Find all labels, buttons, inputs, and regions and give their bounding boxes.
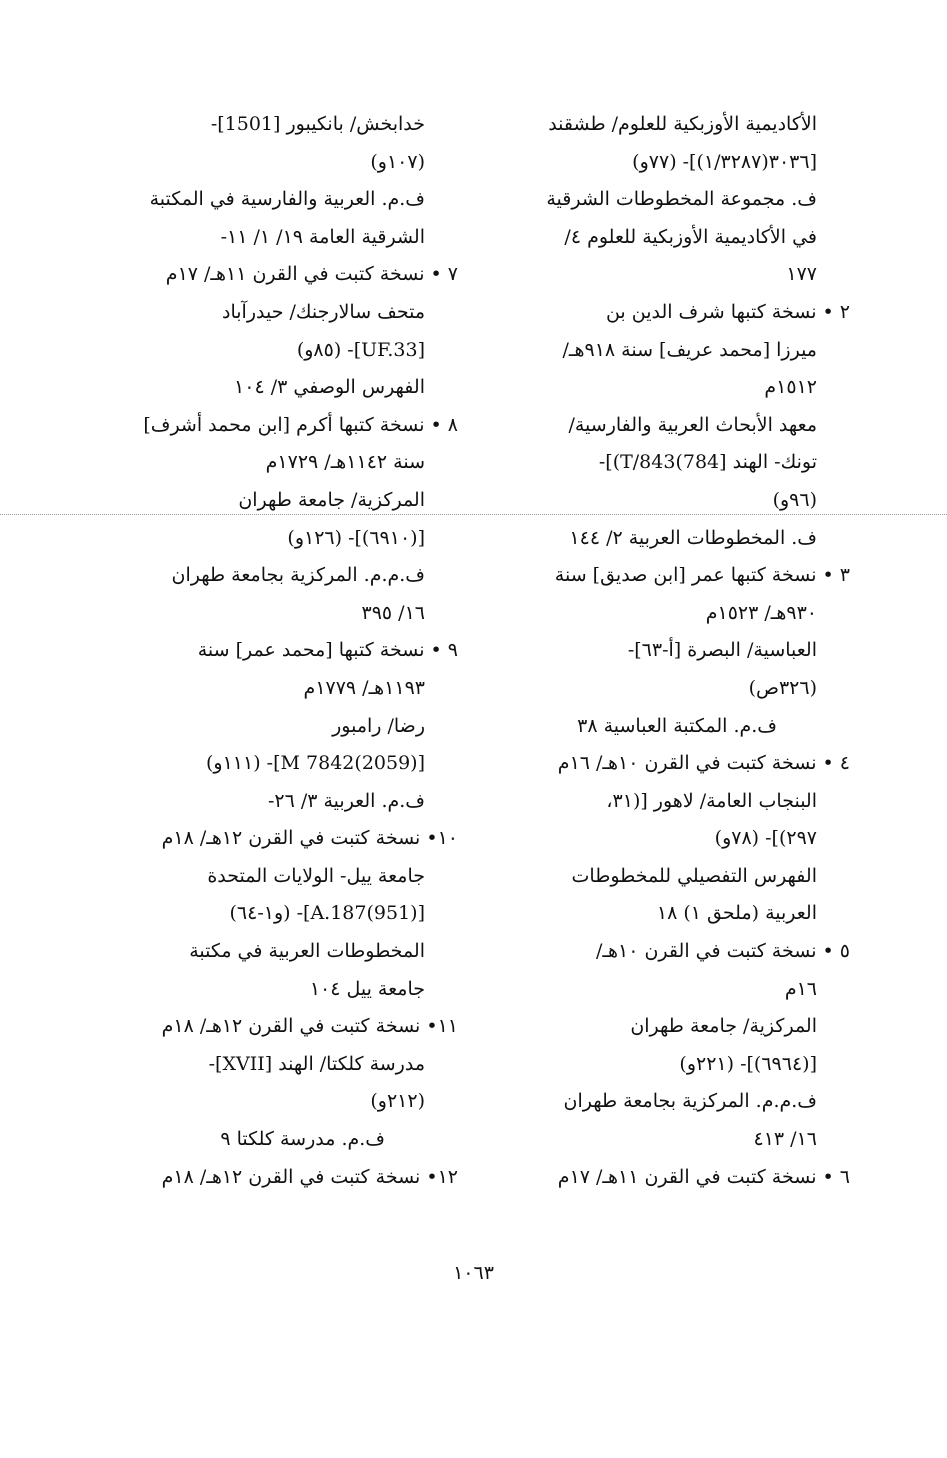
left-column xyxy=(103,106,458,1196)
text-line: المركزية/ جامعة طهران xyxy=(630,1015,817,1038)
text-line: ١٥١٢م xyxy=(764,376,817,399)
text-line: معهد الأبحاث العربية والفارسية/ xyxy=(568,413,817,436)
text-line: ف. المخطوطات العربية ٢/ ١٤٤ xyxy=(569,526,817,549)
text-line: تونك- الهند [784)T/843)]- xyxy=(598,451,817,474)
text-line: ١١٩٣هـ/ ١٧٧٩م xyxy=(303,676,425,699)
text-line: الفهرس التفصيلي للمخطوطات xyxy=(571,864,817,887)
text-line: [UF.33]- (٨٥و) xyxy=(296,338,425,361)
text-line: (٣٢٦ص) xyxy=(748,676,817,699)
text-line: العربية (ملحق ١) ١٨ xyxy=(656,902,817,925)
entry-heading: ٧ • نسخة كتبت في القرن ١١هـ/ ١٧م xyxy=(165,263,458,286)
text-line: ف.م. العربية ٣/ ٢٦- xyxy=(267,789,425,812)
text-line: العباسية/ البصرة [أ-٦٣]- xyxy=(627,639,817,662)
text-line: الشرقية العامة ١٩/ ١/ ١١- xyxy=(220,225,425,248)
text-line: جامعة ييل ١٠٤ xyxy=(309,977,425,1000)
entry-heading: ١٠• نسخة كتبت في القرن ١٢هـ/ ١٨م xyxy=(161,827,458,850)
text-line: ف.م.م. المركزية بجامعة طهران xyxy=(563,1090,817,1113)
text-line: [(٦٩١٠)]- (١٢٦و) xyxy=(287,526,425,549)
text-line: (١٠٧و) xyxy=(370,150,425,173)
text-line: المركزية/ جامعة طهران xyxy=(238,488,425,511)
text-line: ف.م. المكتبة العباسية ٣٨ xyxy=(577,714,777,737)
text-line: [(951)A.187]- (و١-٦٤) xyxy=(229,902,425,925)
text-line: ف.م. العربية والفارسية في المكتبة xyxy=(149,188,425,211)
text-line: متحف سالارجنك/ حيدرآباد xyxy=(222,300,425,323)
entry-heading: ٤ • نسخة كتبت في القرن ١٠هـ/ ١٦م xyxy=(557,752,850,775)
text-line: [(٦٩٦٤)]- (٢٢١و) xyxy=(679,1052,817,1075)
text-line: ١٧٧ xyxy=(786,263,817,286)
text-line: خدابخش/ بانكيبور [1501]- xyxy=(210,113,425,135)
text-line: ف.م.م. المركزية بجامعة طهران xyxy=(171,564,425,587)
text-line: المخطوطات العربية في مكتبة xyxy=(189,940,425,963)
text-line: (٩٦و) xyxy=(772,488,817,511)
right-column xyxy=(489,106,850,1196)
text-line: ٢٩٧)]- (٧٨و) xyxy=(714,827,817,850)
text-line: ف.م. مدرسة كلكتا ٩ xyxy=(220,1128,385,1151)
text-line: جامعة ييل- الولايات المتحدة xyxy=(207,864,425,887)
text-line: في الأكاديمية الأوزبكية للعلوم ٤/ xyxy=(564,225,817,248)
entry-heading: ٢ • نسخة كتبها شرف الدين بن xyxy=(605,300,850,323)
entry-heading: ١٢• نسخة كتبت في القرن ١٢هـ/ ١٨م xyxy=(161,1165,458,1188)
text-line: ١٦/ ٣٩٥ xyxy=(361,601,425,624)
entry-heading: ٦ • نسخة كتبت في القرن ١١هـ/ ١٧م xyxy=(557,1165,850,1188)
text-line: الفهرس الوصفي ٣/ ١٠٤ xyxy=(234,376,425,399)
entry-heading: ٩ • نسخة كتبها [محمد عمر] سنة xyxy=(197,639,458,662)
entry-heading: ٣ • نسخة كتبها عمر [ابن صديق] سنة xyxy=(554,564,850,587)
dotted-divider xyxy=(0,514,947,515)
text-line: (٢١٢و) xyxy=(370,1090,425,1113)
text-line: ف. مجموعة المخطوطات الشرقية xyxy=(546,188,817,211)
text-line: البنجاب العامة/ لاهور [(٣١، xyxy=(606,789,817,812)
page-number: ١٠٦٣ xyxy=(453,1262,494,1284)
text-line: سنة ١١٤٢هـ/ ١٧٢٩م xyxy=(265,451,425,474)
text-line: ١٦م xyxy=(784,977,817,1000)
text-line: الأكاديمية الأوزبكية للعلوم/ طشقند xyxy=(548,113,817,135)
entry-heading: ١١• نسخة كتبت في القرن ١٢هـ/ ١٨م xyxy=(161,1015,458,1038)
text-line: [(2059)7842 M]- (١١١و) xyxy=(206,752,425,775)
text-line: مدرسة كلكتا/ الهند [XVII]- xyxy=(208,1052,425,1075)
text-line: ميرزا [محمد عريف] سنة ٩١٨هـ/ xyxy=(562,338,817,361)
entry-heading: ٨ • نسخة كتبها أكرم [ابن محمد أشرف] xyxy=(143,413,458,436)
text-line: [٣٠٣٦(١/٣٢٨٧)]- (٧٧و) xyxy=(632,150,817,173)
text-line: ٩٣٠هـ/ ١٥٢٣م xyxy=(705,601,817,624)
text-line: ١٦/ ٤١٣ xyxy=(753,1128,817,1151)
entry-heading: ٥ • نسخة كتبت في القرن ١٠هـ/ xyxy=(596,940,850,963)
text-line: رضا/ رامبور xyxy=(332,714,425,737)
